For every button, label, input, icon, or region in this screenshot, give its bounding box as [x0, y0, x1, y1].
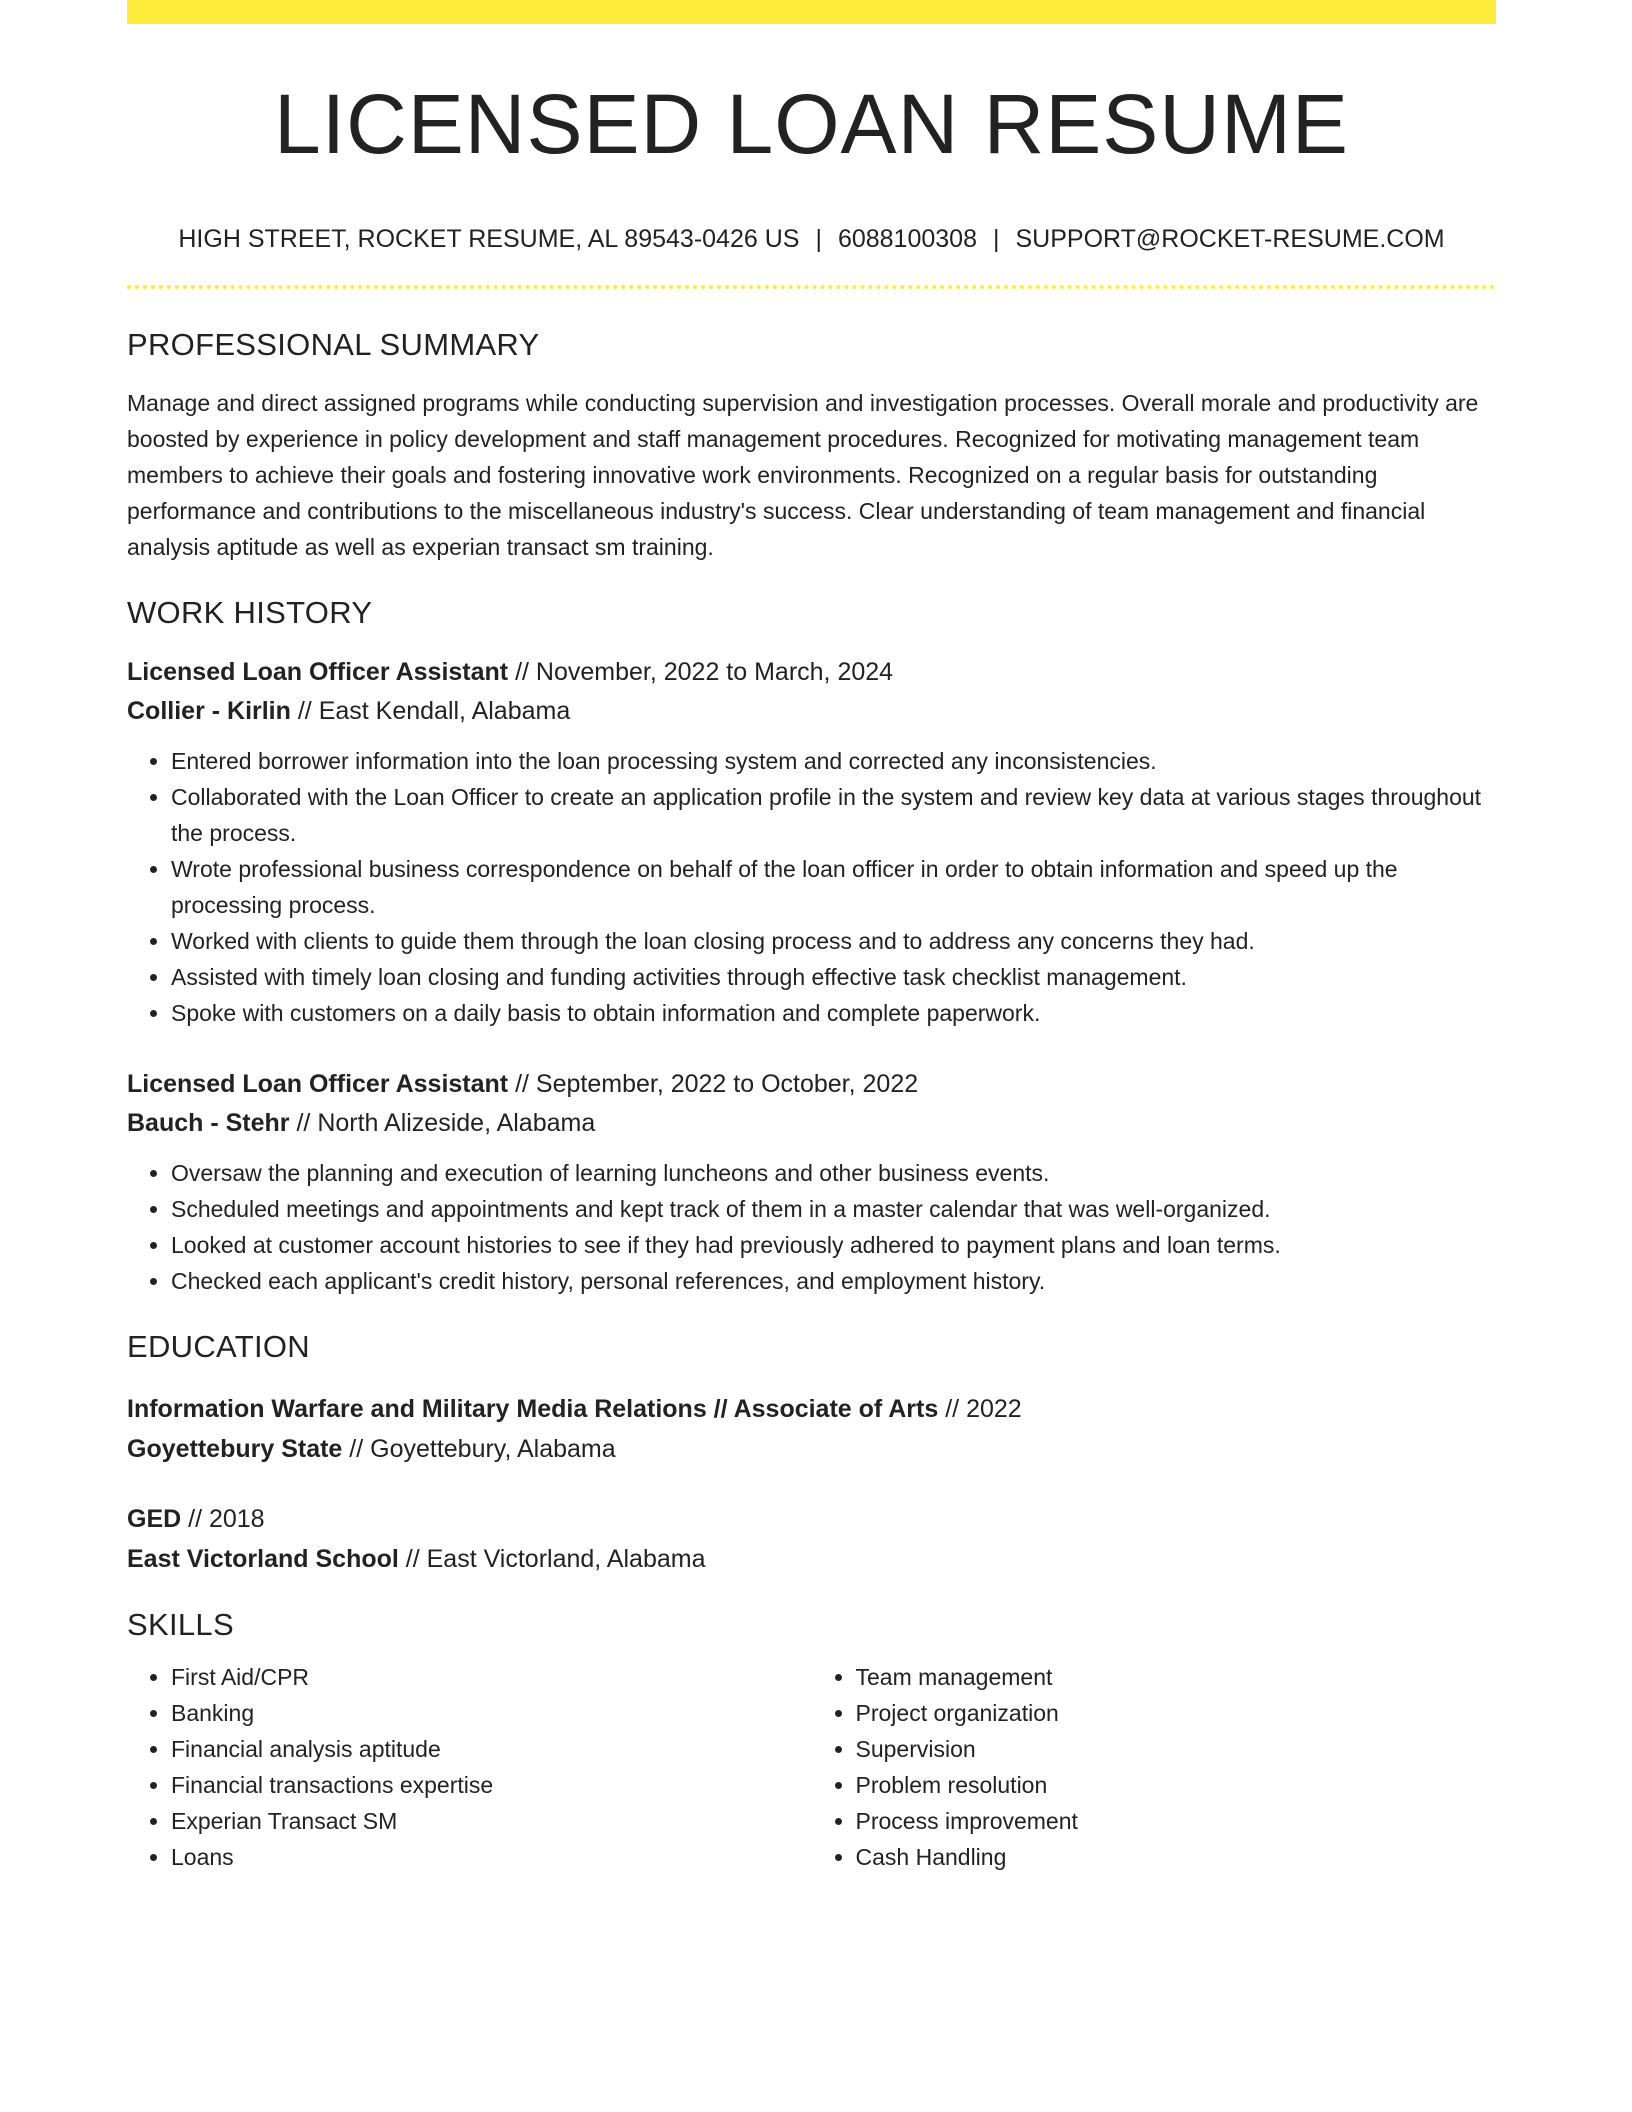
- skill-item: • Process improvement: [856, 1803, 1497, 1839]
- job-title-line: [127, 1065, 1496, 1104]
- job-title-line: [127, 653, 1496, 692]
- skill-item: • Loans: [171, 1839, 812, 1875]
- education-school-line: [127, 1429, 1496, 1469]
- education-entry: [127, 1389, 1496, 1469]
- contact-phone: 6088100308: [837, 225, 977, 253]
- education-year: // 2022: [938, 1395, 1022, 1423]
- skills-column-left: [127, 1659, 812, 1875]
- education-school-line: [127, 1539, 1496, 1579]
- job-bullet: • Worked with clients to guide them through the loan closing process and to address any concerns they had.: [171, 923, 1496, 959]
- summary-heading: PROFESSIONAL SUMMARY: [127, 327, 540, 362]
- education-degree: Information Warfare and Military Media Relations // Associate of Arts: [127, 1395, 939, 1423]
- education-school: East Victorland School: [127, 1545, 399, 1573]
- summary-text: Manage and direct assigned programs while conducting supervision and investigation processes. Overall morale and productivity are boosted by experience in policy development and staff management procedures. Recognized for motivating management team members to achieve their goals and fostering innovative work environments. Recognized on a regular basis for outstanding performance and contributions to the miscellaneous industry's success. Clear understanding of team management and financial analysis aptitude as well as experian transact sm training.: [127, 390, 1479, 560]
- resume-page: [127, 0, 1496, 1875]
- job-location: // North Alizeside, Alabama: [289, 1109, 596, 1137]
- job-bullet: • Oversaw the planning and execution of learning luncheons and other business events.: [171, 1155, 1496, 1191]
- skill-item: • First Aid/CPR: [171, 1659, 812, 1695]
- accent-bar: [127, 0, 1496, 24]
- contact-separator: |: [815, 225, 822, 253]
- job-entry: [127, 653, 1496, 1031]
- education-location: // Goyettebury, Alabama: [342, 1435, 616, 1463]
- job-title: Licensed Loan Officer Assistant: [127, 1070, 509, 1098]
- education-degree-line: [127, 1499, 1496, 1539]
- contact-line: [127, 224, 1496, 254]
- resume-title: LICENSED LOAN RESUME: [274, 77, 1349, 171]
- job-bullet: • Entered borrower information into the loan processing system and corrected any inconsistencies.: [171, 743, 1496, 779]
- job-bullet: • Collaborated with the Loan Officer to create an application profile in the system and review key data at various stages throughout the process.: [171, 779, 1496, 851]
- skill-item: • Supervision: [856, 1731, 1497, 1767]
- education-year: // 2018: [181, 1505, 265, 1533]
- job-bullet: • Checked each applicant's credit history, personal references, and employment history.: [171, 1263, 1496, 1299]
- skill-item: • Problem resolution: [856, 1767, 1497, 1803]
- job-company-line: [127, 692, 1496, 731]
- education-entry: [127, 1499, 1496, 1579]
- skill-item: • Financial analysis aptitude: [171, 1731, 812, 1767]
- skill-item: • Financial transactions expertise: [171, 1767, 812, 1803]
- skill-item: • Banking: [171, 1695, 812, 1731]
- skill-item: • Team management: [856, 1659, 1497, 1695]
- education-school: Goyettebury State: [127, 1435, 343, 1463]
- education-degree: GED: [127, 1505, 182, 1533]
- job-dates: // September, 2022 to October, 2022: [508, 1070, 919, 1098]
- job-bullets: [127, 1155, 1496, 1299]
- job-dates: // November, 2022 to March, 2024: [508, 658, 894, 686]
- job-title: Licensed Loan Officer Assistant: [127, 658, 509, 686]
- job-bullet: • Assisted with timely loan closing and funding activities through effective task checklist management.: [171, 959, 1496, 995]
- job-location: // East Kendall, Alabama: [290, 697, 571, 725]
- skills-column-right: [812, 1659, 1497, 1875]
- education-degree-line: [127, 1389, 1496, 1429]
- education-location: // East Victorland, Alabama: [398, 1545, 706, 1573]
- job-company: Bauch - Stehr: [127, 1109, 290, 1137]
- contact-email: SUPPORT@ROCKET-RESUME.COM: [1015, 225, 1445, 253]
- job-company: Collier - Kirlin: [127, 697, 291, 725]
- skill-item: • Project organization: [856, 1695, 1497, 1731]
- work-history-heading: WORK HISTORY: [127, 595, 373, 630]
- skill-item: • Experian Transact SM: [171, 1803, 812, 1839]
- job-bullet: • Scheduled meetings and appointments and kept track of them in a master calendar that was well-organized.: [171, 1191, 1496, 1227]
- job-entry: [127, 1065, 1496, 1299]
- contact-address: HIGH STREET, ROCKET RESUME, AL 89543-0426 US: [178, 225, 800, 253]
- job-bullet: • Looked at customer account histories to see if they had previously adhered to payment plans and loan terms.: [171, 1227, 1496, 1263]
- skills-grid: [127, 1659, 1496, 1875]
- job-bullets: [127, 743, 1496, 1031]
- skill-item: • Cash Handling: [856, 1839, 1497, 1875]
- job-bullet: • Wrote professional business correspondence on behalf of the loan officer in order to obtain information and speed up the processing process.: [171, 851, 1496, 923]
- job-bullet: • Spoke with customers on a daily basis to obtain information and complete paperwork.: [171, 995, 1496, 1031]
- job-company-line: [127, 1104, 1496, 1143]
- contact-separator: |: [992, 225, 1000, 253]
- education-heading: EDUCATION: [127, 1329, 310, 1364]
- skills-heading: SKILLS: [127, 1607, 234, 1642]
- dotted-divider: [127, 285, 1496, 289]
